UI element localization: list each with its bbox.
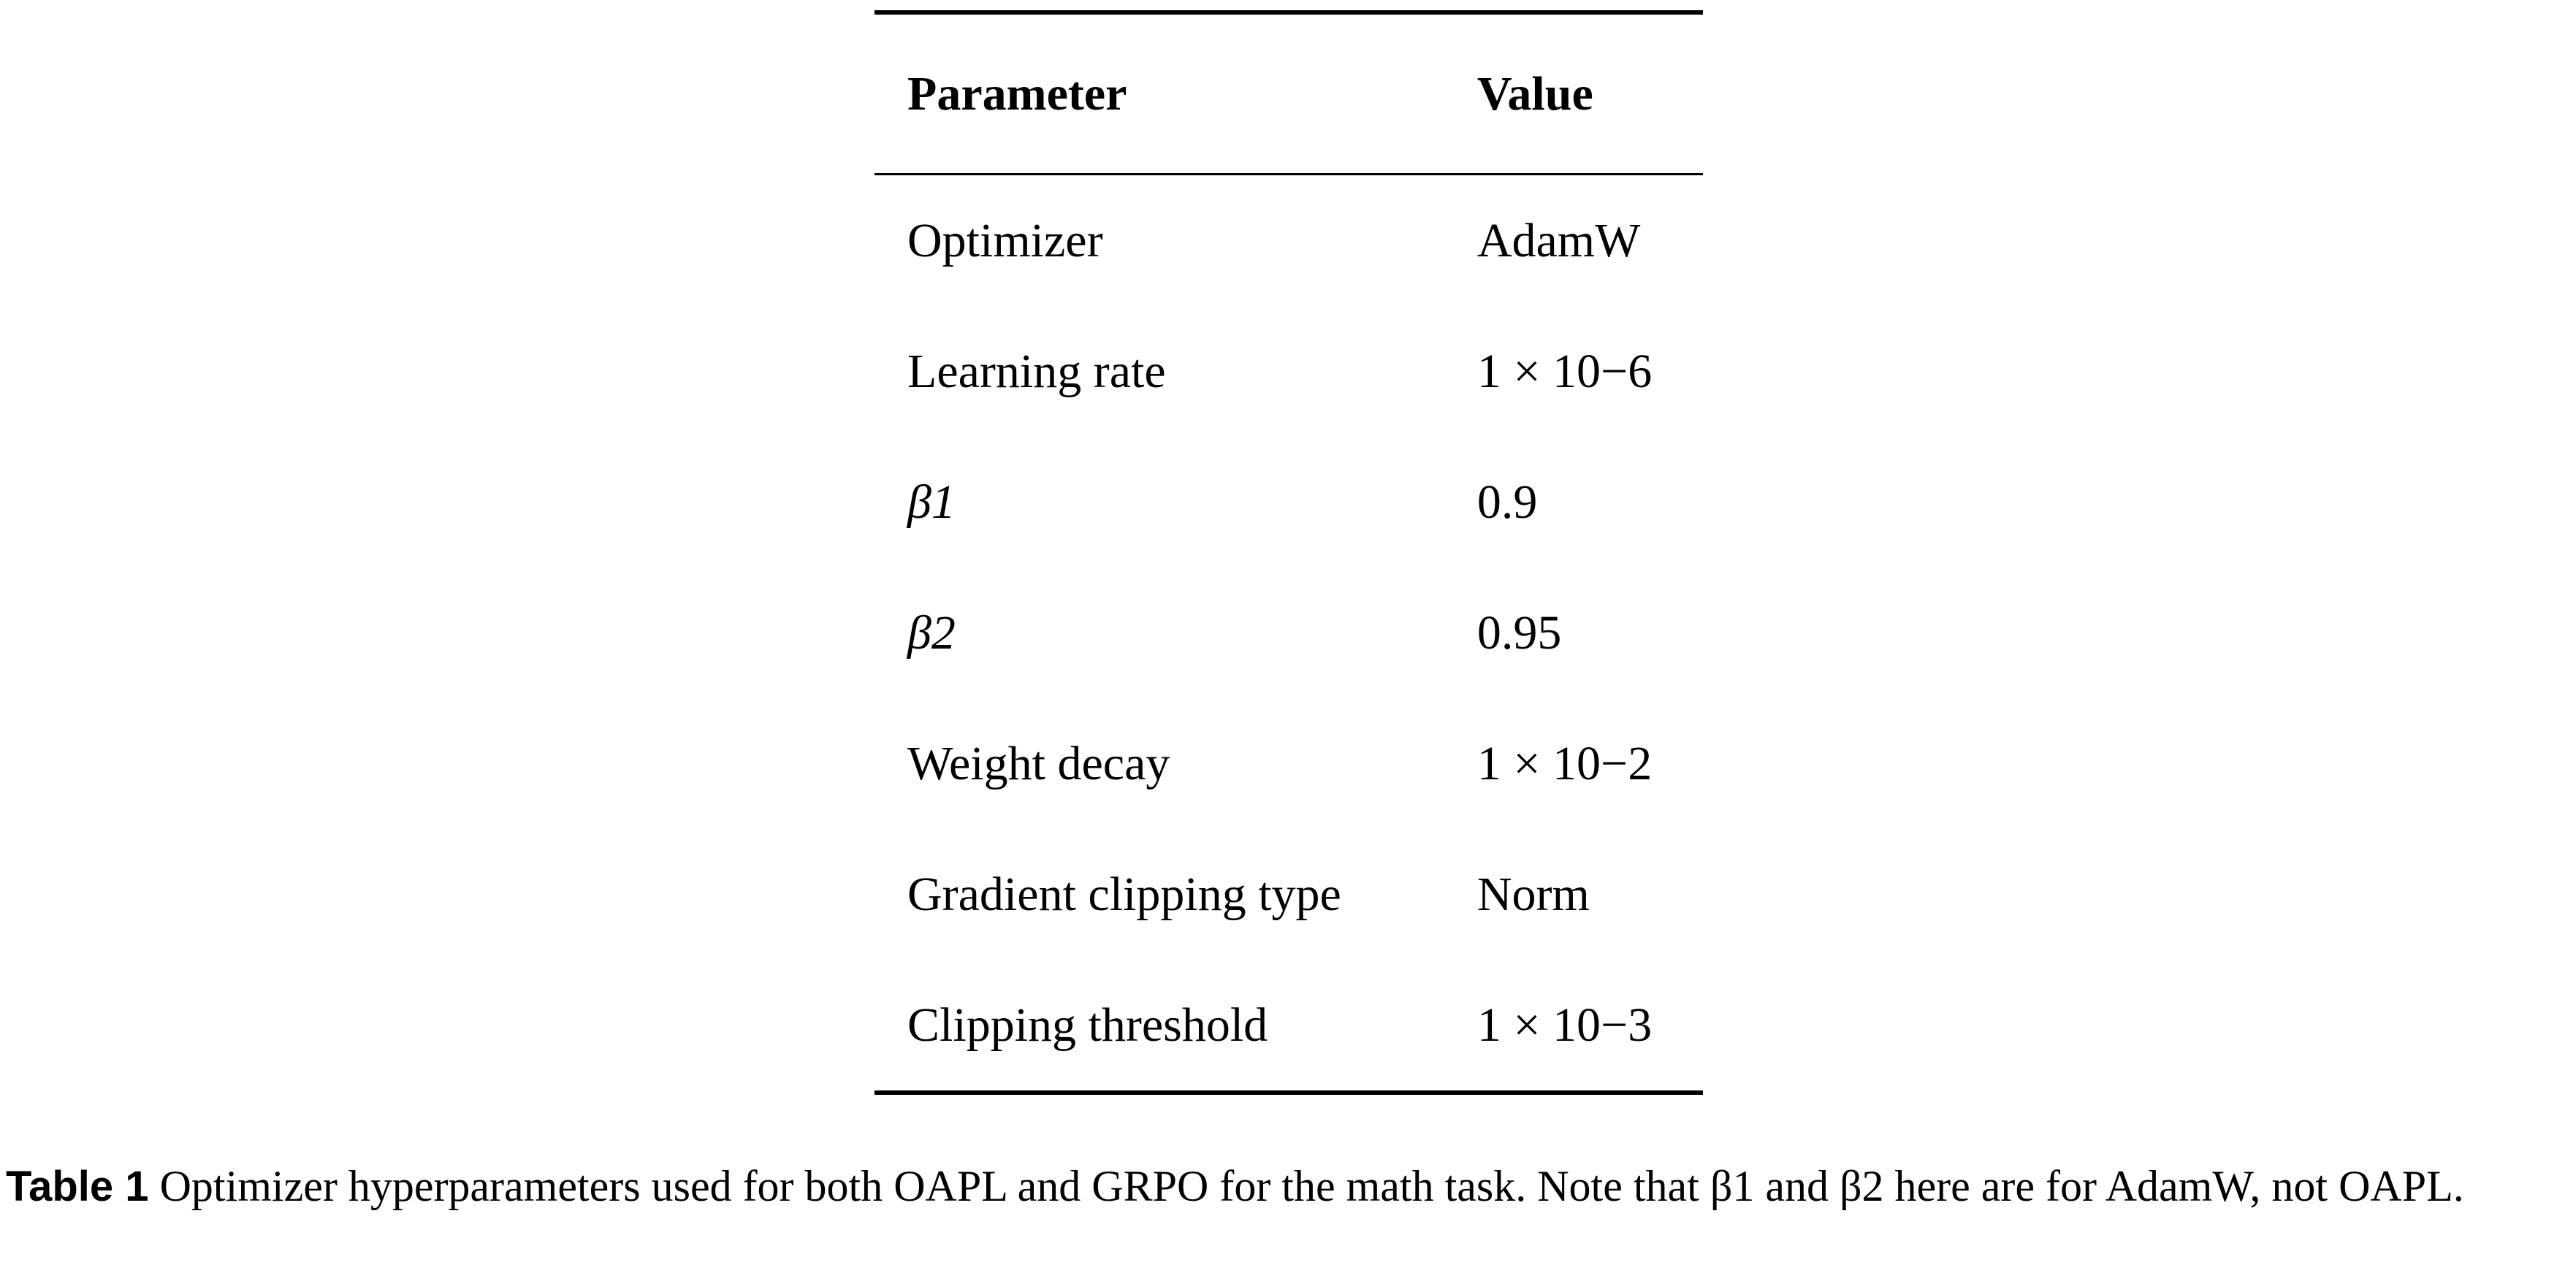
table-row	[874, 437, 1703, 568]
hyperparameter-table	[874, 10, 1703, 1095]
caption-text: Optimizer hyperparameters used for both OAPL and GRPO for the math task. Note that β1 and β2 here are for AdamW, not OAPL.	[159, 1162, 2464, 1210]
row-beta2-parameter: β2	[907, 605, 956, 660]
header-parameter: Parameter	[907, 66, 1127, 121]
caption-label: Table 1	[6, 1163, 149, 1210]
row-gradient-clipping-type-value: Norm	[1476, 867, 1590, 921]
table-row	[874, 568, 1703, 698]
table-row	[874, 960, 1703, 1093]
table-row	[874, 698, 1703, 829]
row-weight-decay-value: 1 × 10−2	[1476, 736, 1653, 790]
row-clipping-threshold-value: 1 × 10−3	[1476, 998, 1653, 1052]
row-beta1-value: 0.9	[1476, 475, 1538, 529]
header-value: Value	[1476, 66, 1593, 121]
table-row	[874, 306, 1703, 437]
row-optimizer-parameter: Optimizer	[907, 213, 1103, 267]
row-beta2-value: 0.95	[1476, 605, 1562, 660]
table-caption	[6, 1154, 2570, 1219]
row-optimizer-value: AdamW	[1476, 213, 1641, 267]
table-row	[874, 829, 1703, 960]
row-beta1-parameter: β1	[907, 475, 956, 529]
row-learning-rate-parameter: Learning rate	[907, 344, 1166, 398]
row-gradient-clipping-type-parameter: Gradient clipping type	[907, 867, 1341, 921]
row-weight-decay-parameter: Weight decay	[907, 736, 1170, 790]
row-learning-rate-value: 1 × 10−6	[1476, 344, 1653, 398]
row-clipping-threshold-parameter: Clipping threshold	[907, 998, 1268, 1052]
table-row	[874, 175, 1703, 307]
table-header-row	[874, 12, 1703, 175]
hyperparameter-table-container	[874, 10, 1703, 1095]
